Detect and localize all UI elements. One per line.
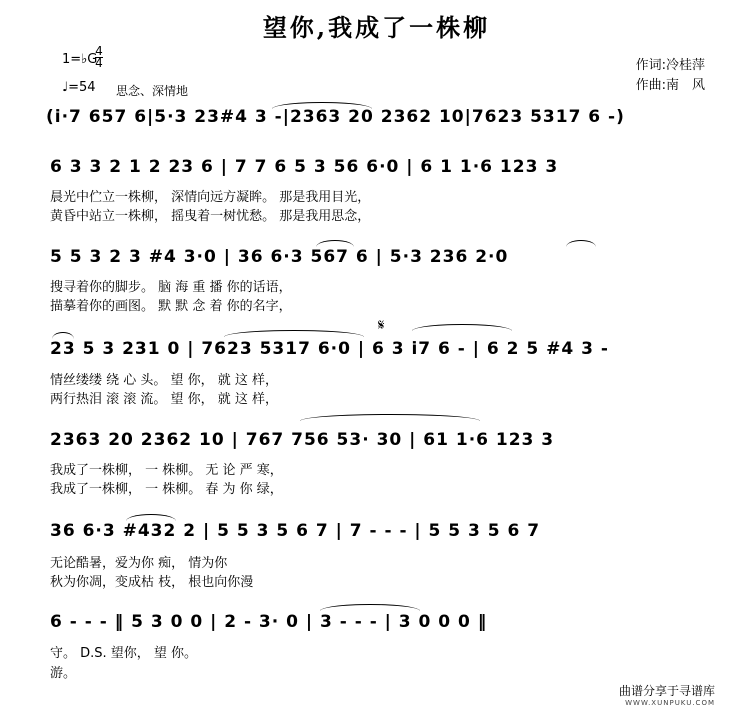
key-signature: 1=♭G [62, 52, 98, 67]
system-3-slur-b [224, 330, 364, 337]
lyricist-credit: 作词:冷桂萍 [635, 58, 705, 73]
watermark-text: 曲谱分享于寻谱库 [618, 684, 715, 698]
song-title: 望你,我成了一株柳 [262, 13, 491, 42]
system-3-lyric-1: 情丝缕缕 绕 心 头。 望 你， 就 这 样， [50, 373, 279, 388]
segno-sign: 𝄋 [378, 316, 385, 334]
system-4-lyric-1: 我成了一株柳， 一 株柳。 无 论 严 寒， [50, 463, 283, 478]
system-4-slur [300, 414, 480, 421]
mood-marking: 思念、深情地 [116, 84, 189, 98]
system-2-slur-b [566, 240, 596, 247]
system-3-lyric-2: 两行热泪 滚 滚 流。 望 你， 就 这 样， [50, 392, 279, 407]
system-1-notes: 6 3 3 2 1 2 23 6 | 7 7 6 5 3 56 6·0 | 6 1 1·6 123 3 [50, 157, 559, 177]
system-6-slur [320, 604, 420, 611]
system-3-slur-c [412, 324, 512, 331]
system-5-slur [126, 514, 176, 521]
intro-slur [272, 102, 372, 109]
system-6-lyric-1: 守。 D.S. 望你， 望 你。 [50, 646, 198, 661]
time-signature: 4 4 [95, 44, 103, 70]
system-5-lyric-2: 秋为你凋，变成枯 枝， 根也向你漫 [50, 575, 254, 590]
intro-notes: (i̇·7 657 6|5·3 23#4 3 -|2363 20 2362 10|7623 5317 6 -) [46, 107, 625, 127]
system-6-lyric-2: 游。 [50, 666, 77, 681]
composer-credit: 作曲:南 风 [635, 78, 705, 93]
system-3-slur-a [52, 332, 74, 339]
system-4-notes: 2363 20 2362 10 | 767 756 53· 30 | 61 1·6 123 3 [50, 430, 555, 450]
system-3-notes: 23 5 3 231 0 | 7623 5317 6·0 | 6 3 i̇7 6 - | 6 2 5 #4 3 - [50, 339, 609, 359]
watermark-url: WWW.XUNPUKU.COM [625, 699, 715, 707]
system-2-lyric-1: 搜寻着你的脚步。 脑 海 重 播 你的话语， [50, 280, 292, 295]
system-2-slur-a [316, 240, 354, 247]
system-5-lyric-1: 无论酷暑，爱为你 痴， 情为你 [50, 556, 228, 571]
system-2-lyric-2: 描摹着你的画图。 默 默 念 着 你的名字， [50, 299, 292, 314]
tempo-marking: ♩=54 [62, 80, 96, 95]
system-5-notes: 36 6·3 #432 2 | 5 5 3 5 6 7 | 7 - - - | 5 5 3 5 6 7 [50, 521, 541, 541]
system-2-notes: 5 5 3 2 3 #4 3·0 | 36 6·3 567 6 | 5·3 236 2·0 [50, 247, 509, 267]
system-1-lyric-1: 晨光中伫立一株柳， 深情向远方凝眸。 那是我用目光， [50, 190, 371, 205]
system-4-lyric-2: 我成了一株柳， 一 株柳。 春 为 你 绿， [50, 482, 283, 497]
system-6-notes: 6 - - - ‖ 5 3 0 0 | 2 - 3· 0 | 3 - - - | 3 0 0 0 ‖ [50, 612, 488, 632]
system-1-lyric-2: 黄昏中站立一株柳， 摇曳着一树忧愁。 那是我用思念， [50, 209, 371, 224]
